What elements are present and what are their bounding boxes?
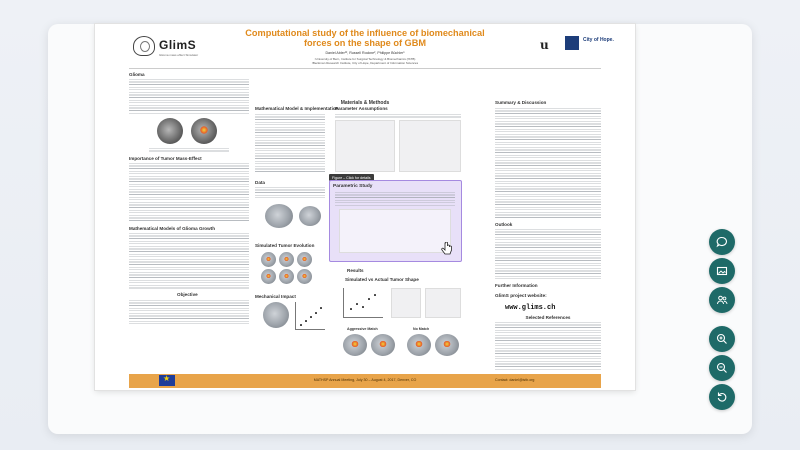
section-sim-evolution: Simulated Tumor Evolution — [255, 243, 315, 248]
section-selected-refs: Selected References — [525, 315, 571, 320]
hand-cursor-svg — [441, 242, 453, 256]
scatter-point — [305, 320, 307, 322]
no-match-brain-2 — [435, 334, 459, 356]
mech-impact-scatter — [295, 302, 325, 330]
outlook-text — [495, 229, 601, 279]
people-button[interactable] — [709, 287, 735, 313]
reset-button[interactable] — [709, 384, 735, 410]
glioma-figure-left — [157, 118, 183, 144]
header-divider — [129, 68, 601, 69]
website-label: GlimS project website: — [495, 294, 547, 299]
section-outlook: Outlook — [495, 222, 513, 227]
chat-icon — [716, 236, 728, 248]
mass-effect-text — [129, 163, 249, 223]
math-model-text — [255, 114, 325, 174]
data-figure-brain — [265, 204, 293, 228]
scatter-point — [310, 316, 312, 318]
city-of-hope-logo-icon — [565, 36, 579, 50]
sim-vs-actual-chart — [343, 288, 383, 318]
glioma-figure-right — [191, 118, 217, 144]
glioma-text — [129, 79, 249, 115]
unibe-logo: u — [540, 38, 549, 52]
glims-logo-subtitle: Glioma mass effect Simulator — [159, 53, 199, 57]
section-data: Data — [255, 180, 265, 185]
evolution-step-3 — [297, 252, 312, 267]
parameter-table-left — [335, 120, 395, 172]
data-text — [255, 187, 325, 199]
zoom-in-button[interactable] — [709, 326, 735, 352]
parametric-study-diagram — [339, 209, 451, 253]
scatter-point — [362, 306, 364, 308]
people-icon — [716, 294, 728, 306]
section-further-info: Further Information — [495, 283, 538, 288]
glims-logo — [133, 34, 203, 60]
brain-logo-icon — [133, 36, 155, 56]
section-mech-impact: Mechanical Impact — [255, 294, 296, 299]
glioma-caption — [149, 148, 229, 152]
poster — [95, 24, 635, 390]
sim-vs-actual-figure-2 — [425, 288, 461, 318]
references-list — [495, 322, 601, 370]
website-url[interactable]: www.glims.ch — [505, 304, 556, 312]
city-of-hope-logo-text: City of Hope. — [583, 37, 614, 43]
zoom-out-icon — [716, 362, 728, 374]
poster-title — [215, 28, 515, 48]
eu-flag-icon — [159, 375, 175, 386]
poster-authors: Daniel Abler¹², Russell Rockne², Philippe Büchler¹ — [325, 51, 405, 55]
label-no-match: No Match — [413, 327, 430, 331]
figure-tooltip: Figure – Click for details — [329, 174, 374, 181]
scatter-point — [315, 312, 317, 314]
section-objective: Objective — [177, 292, 198, 297]
sim-vs-actual-figure-1 — [391, 288, 421, 318]
no-match-brain-1 — [407, 334, 431, 356]
section-glioma: Glioma — [129, 72, 145, 77]
affiliation-2: ²Beckman Research Institute, City of Hope, Department of Information Sciences — [311, 61, 419, 65]
reset-icon — [716, 391, 728, 403]
footer-contact: Contact: daniel@istb.org — [495, 378, 535, 382]
objective-text — [129, 300, 249, 326]
aggressive-match-brain-1 — [343, 334, 367, 356]
section-parametric-study: Parametric Study — [333, 184, 373, 189]
section-summary: Summary & Discussion — [495, 100, 547, 105]
mech-impact-figure — [263, 302, 289, 328]
chat-button[interactable] — [709, 229, 735, 255]
aggressive-match-brain-2 — [371, 334, 395, 356]
evolution-step-2 — [279, 252, 294, 267]
affiliation-1: ¹University of Bern, Institute for Surgical Technology & Biomechanics (ISTB) — [314, 57, 416, 61]
zoom-in-icon — [716, 333, 728, 345]
evolution-step-5 — [279, 269, 294, 284]
section-mass-effect: Importance of Tumor Mass-Effect — [129, 156, 202, 161]
materials-methods-title: Materials & Methods — [340, 100, 390, 106]
gallery-button[interactable] — [709, 258, 735, 284]
scatter-point — [356, 303, 358, 305]
gallery-icon — [716, 265, 728, 277]
section-sim-vs-actual: Simulated vs Actual Tumor Shape — [345, 277, 419, 282]
zoom-out-button[interactable] — [709, 355, 735, 381]
poster-affiliations — [215, 57, 515, 65]
evolution-step-1 — [261, 252, 276, 267]
scatter-point — [374, 294, 376, 296]
poster-title-line2: forces on the shape of GBM — [303, 38, 426, 48]
section-results: Results — [347, 268, 364, 273]
glims-logo-text: GlimS — [159, 38, 197, 52]
parameter-table-right — [399, 120, 461, 172]
summary-text — [495, 108, 601, 218]
poster-title-line1: Computational study of the influence of biomechanical — [245, 28, 485, 38]
section-math-model: Mathematical Model & Implementation — [255, 106, 339, 111]
footer-conference: MATHSP Annual Meeting, July 30 – August 4, 2017, Denver, CO — [313, 378, 417, 382]
section-math-models: Mathematical Models of Glioma Growth — [129, 226, 216, 231]
evolution-step-6 — [297, 269, 312, 284]
evolution-step-4 — [261, 269, 276, 284]
scatter-point — [300, 324, 302, 326]
hand-cursor-icon — [441, 242, 453, 261]
section-param-assumptions: Parameter Assumptions — [335, 106, 388, 111]
scatter-point — [368, 298, 370, 300]
parametric-study-text — [335, 192, 455, 206]
literature-label — [335, 114, 461, 118]
label-aggressive-match: Aggressive Match — [347, 327, 378, 331]
math-models-text — [129, 233, 249, 289]
scatter-point — [350, 308, 352, 310]
scatter-point — [320, 307, 322, 309]
data-figure-slice — [299, 206, 321, 226]
